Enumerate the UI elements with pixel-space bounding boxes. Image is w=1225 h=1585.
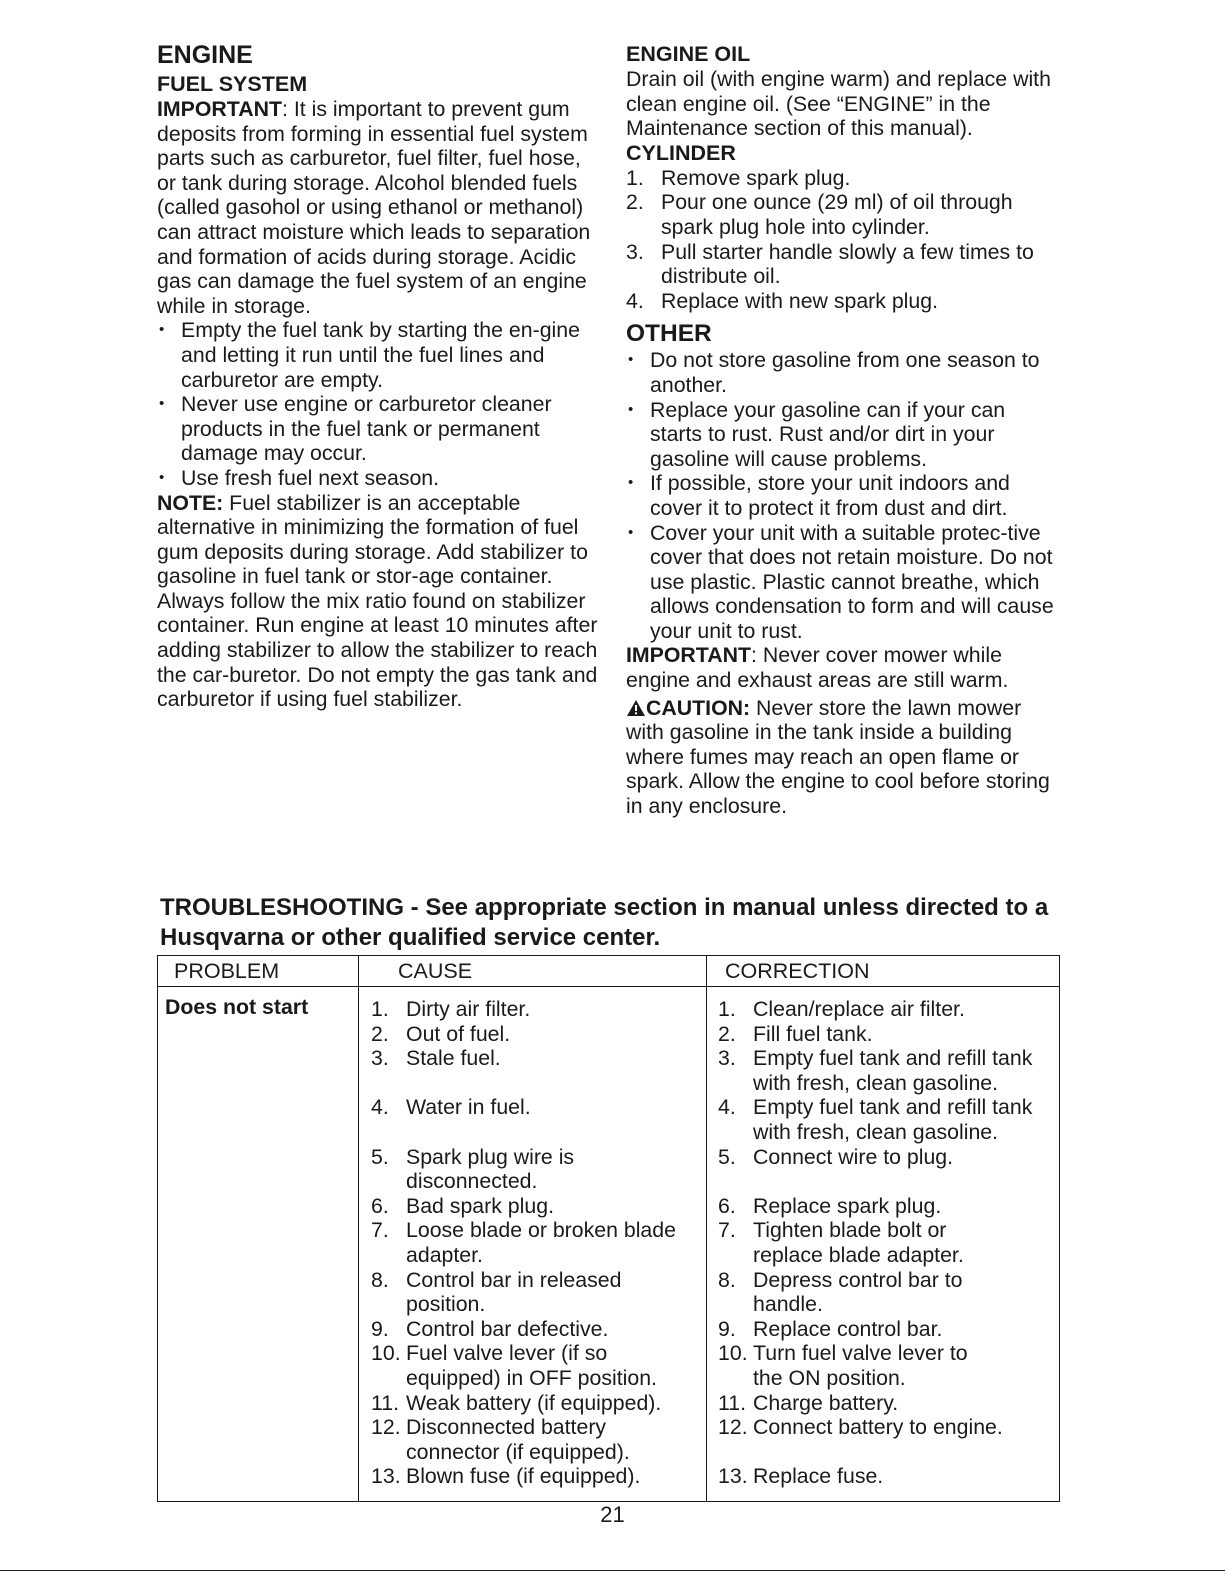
correction-item: 9. Replace control bar. [718, 1316, 943, 1341]
right-column [626, 40, 1056, 819]
correction-item: 3. Empty fuel tank and refill tank with fresh, clean gasoline. [718, 1046, 1033, 1095]
cause-item: 9. Control bar defective. [371, 1316, 609, 1341]
note-paragraph [157, 491, 602, 712]
cause-item: 2. Out of fuel. [371, 1021, 511, 1046]
step-text: Pull starter handle slowly a few times to distribute oil. [661, 239, 1034, 289]
table-header-row [158, 956, 1060, 987]
correction-item: 10. Turn fuel valve lever to the ON position. [718, 1341, 968, 1390]
correction-item: 1. Clean/replace air filter. [718, 997, 965, 1021]
correction-item: 12. Connect battery to engine. [718, 1415, 1003, 1440]
step-text: Pour one ounce (29 ml) of oil through spark plug hole into cylinder. [661, 190, 1013, 239]
step-number: 4. [626, 288, 644, 313]
cause-item: 8. Control bar in released position. [371, 1267, 622, 1317]
engine-oil-paragraph: Drain oil (with engine warm) and replace with clean engine oil. (See “ENGINE” in the Maintenance section of this manual). [626, 67, 1051, 141]
step-text: Replace with new spark plug. [661, 288, 939, 313]
cause-item: 6. Bad spark plug. [371, 1193, 554, 1218]
fuel-system-heading: FUEL SYSTEM [157, 72, 308, 96]
caution-text: Never store the lawn mower with gasoline in the tank inside a building where fumes may reach an open flame or spark. Allow the engine to cool before storing in any enclosure. [626, 695, 1050, 819]
warning-triangle-icon [626, 699, 646, 717]
fuel-important-paragraph [157, 97, 602, 318]
problem-column-header: PROBLEM [158, 956, 359, 987]
cylinder-steps [626, 166, 1056, 314]
other-important-paragraph [626, 643, 1056, 692]
cause-item: 3. Stale fuel. [371, 1046, 501, 1071]
correction-item: 2. Fill fuel tank. [718, 1021, 873, 1046]
cause-item: 11. Weak battery (if equipped). [371, 1390, 662, 1415]
important-label: IMPORTANT [626, 643, 752, 668]
caution-label: CAUTION: [646, 695, 751, 720]
correction-item: 4. Empty fuel tank and refill tank with fresh, clean gasoline. [718, 1095, 1033, 1144]
cause-item: 13. Blown fuse (if equipped). [371, 1464, 641, 1489]
troubleshooting-heading: TROUBLESHOOTING - See appropriate section in manual unless directed to a Husqvarna or other qualified service center. [160, 894, 1049, 951]
cause-item: 10. Fuel valve lever (if so equipped) in OFF position. [371, 1341, 657, 1390]
correction-column-header: CORRECTION [707, 956, 1060, 987]
list-item: • Replace your gasoline can if your can starts to rust. Rust and/or dirt in your gasoline will cause problems. [626, 398, 1056, 472]
step-number: 2. [626, 190, 644, 215]
engine-heading: ENGINE [157, 41, 253, 69]
other-bullet-list [626, 348, 1056, 643]
bottom-rule [0, 1570, 1225, 1571]
cause-item: 4. Water in fuel. [371, 1095, 531, 1120]
list-item: • Empty the fuel tank by starting the en-gine and letting it run until the fuel lines and carburetor are empty. [157, 318, 602, 392]
other-heading: OTHER [626, 320, 712, 348]
list-item [626, 190, 1056, 239]
correction-item: 6. Replace spark plug. [718, 1193, 942, 1218]
table-row [158, 987, 1060, 1502]
cause-item: 7. Loose blade or broken blade adapter. [371, 1218, 676, 1267]
caution-paragraph [626, 696, 1056, 819]
left-column [157, 40, 602, 712]
list-item [626, 166, 1056, 191]
list-item [626, 240, 1056, 289]
cause-item: 1. Dirty air filter. [371, 997, 531, 1021]
cause-column-header: CAUSE [359, 956, 707, 987]
step-number: 3. [626, 239, 644, 264]
note-text: Fuel stabilizer is an acceptable alternative in minimizing the formation of fuel gum deposits during storage. Add stabilizer to gasoline in fuel tank or stor-age container. Always follow the mix ratio found on stabilizer container. Run engine at least 10 minutes after adding stabilizer to allow the stabilizer to reach the car-buretor. Do not empty the gas tank and carburetor if using fuel stabilizer. [157, 490, 598, 712]
important-text: : It is important to prevent gum deposits from forming in essential fuel system parts such as carburetor, fuel filter, fuel hose, or tank during storage. Alcohol blended fuels (called gasohol or using ethanol or methanol) can attract moisture which leads to separation and formation of acids during storage. Acidic gas can damage the fuel system of an engine while in storage. [157, 97, 591, 318]
correction-item: 8. Depress control bar to handle. [718, 1267, 963, 1317]
list-item: • Never use engine or carburetor cleaner products in the fuel tank or permanent damage may occur. [157, 392, 602, 466]
step-text: Remove spark plug. [661, 165, 851, 190]
list-item: • Cover your unit with a suitable protec-tive cover that does not retain moisture. Do not use plastic. Plastic cannot breathe, which allows condensation to form and will cause your unit to rust. [626, 521, 1056, 644]
cause-cell [359, 987, 707, 1502]
correction-item: 11. Charge battery. [718, 1390, 899, 1415]
important-text: : Never cover mower while engine and exhaust areas are still warm. [626, 643, 1009, 693]
important-label: IMPORTANT [157, 97, 283, 121]
cause-item: 12. Disconnected battery connector (if equipped). [371, 1415, 630, 1464]
cause-item: 5. Spark plug wire is disconnected. [371, 1144, 575, 1194]
list-item: • Do not store gasoline from one season to another. [626, 348, 1056, 397]
engine-oil-heading: ENGINE OIL [626, 42, 751, 66]
correction-item: 7. Tighten blade bolt or replace blade adapter. [718, 1218, 964, 1267]
correction-item: 13. Replace fuse. [718, 1464, 884, 1489]
cylinder-heading: CYLINDER [626, 140, 736, 165]
page-number: 21 [600, 1502, 625, 1527]
problem-cell: Does not start [158, 987, 359, 1502]
troubleshooting-table [157, 955, 1060, 1502]
list-item: • If possible, store your unit indoors and cover it to protect it from dust and dirt. [626, 471, 1056, 520]
note-label: NOTE: [157, 490, 224, 515]
correction-cell [707, 987, 1060, 1502]
correction-item: 5. Connect wire to plug. [718, 1144, 954, 1169]
list-item [626, 289, 1056, 314]
fuel-bullet-list [157, 318, 602, 490]
step-number: 1. [626, 165, 644, 190]
list-item: • Use fresh fuel next season. [157, 466, 602, 491]
